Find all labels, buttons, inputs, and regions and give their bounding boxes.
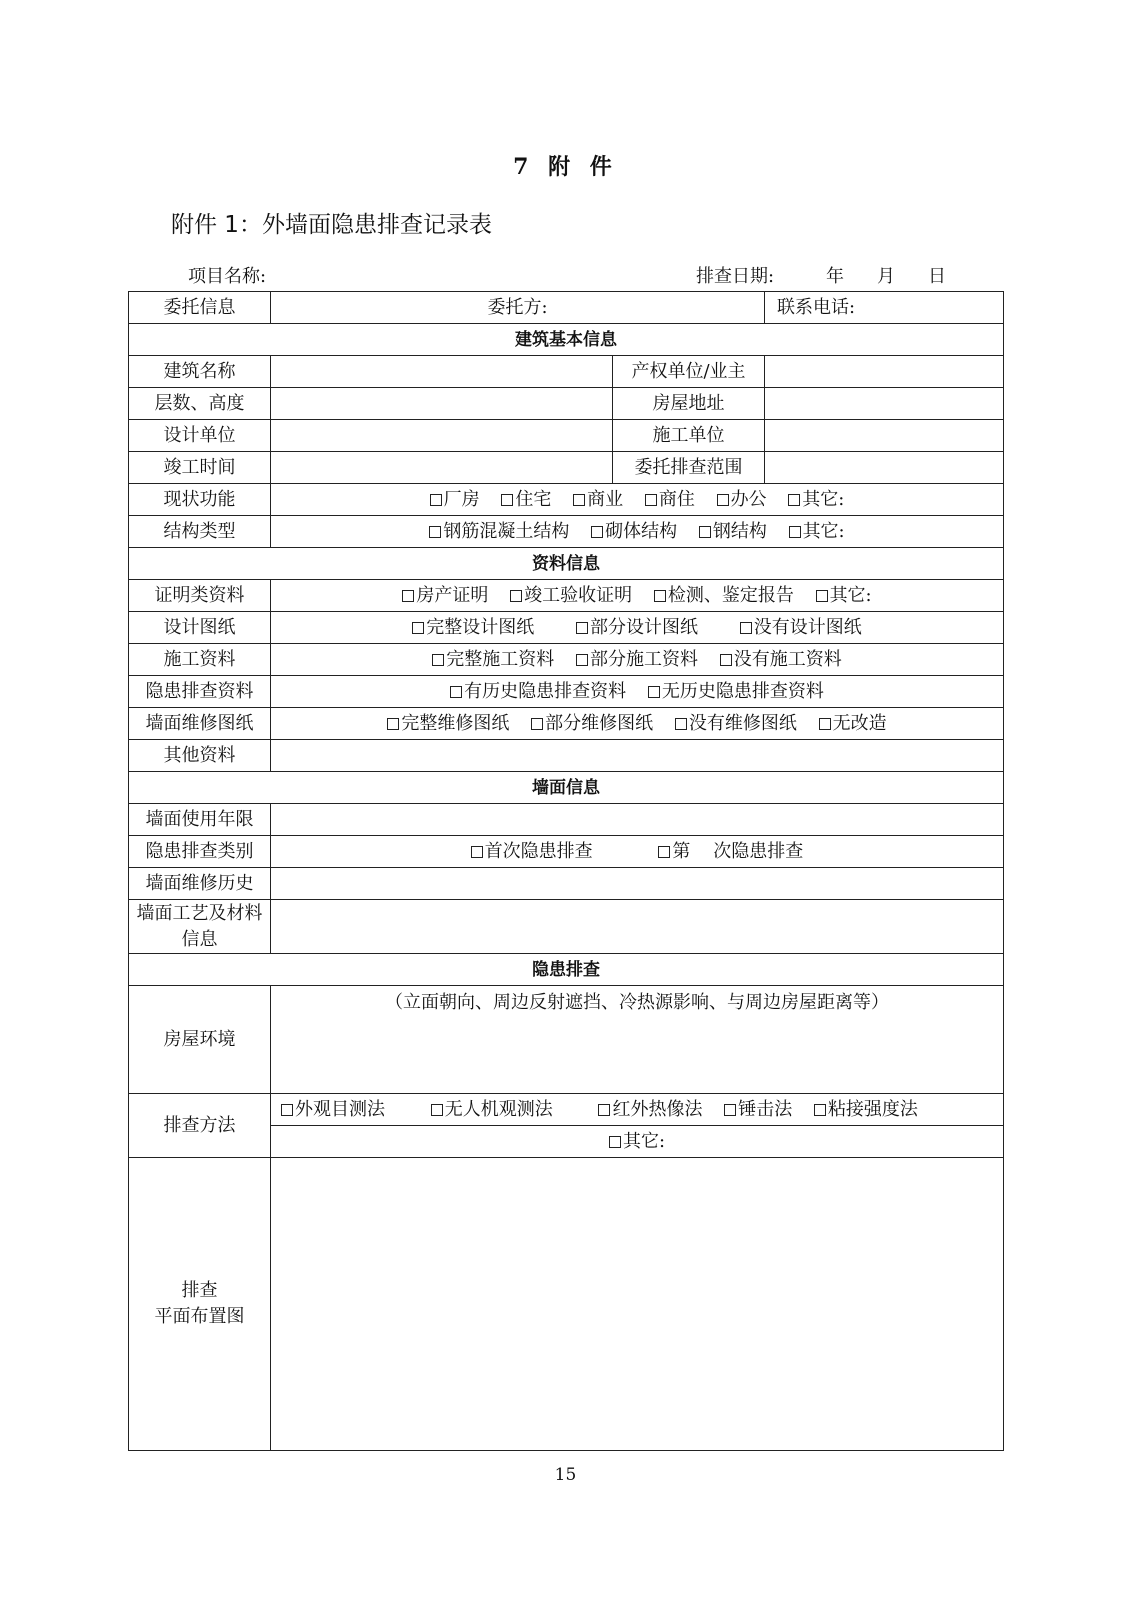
inspection-category-label: 隐患排查类别: [129, 836, 271, 868]
floors-height-label: 层数、高度: [129, 388, 271, 420]
wall-repair-history-field[interactable]: [271, 868, 1004, 900]
checkbox-option[interactable]: 无改造: [819, 713, 887, 735]
checkbox-icon: [402, 590, 414, 602]
method-label: 排查方法: [129, 1094, 271, 1158]
checkbox-option[interactable]: 厂房: [430, 489, 480, 511]
checkbox-icon: [591, 526, 603, 538]
checkbox-option[interactable]: 商住: [645, 489, 695, 511]
structure-label: 结构类型: [129, 516, 271, 548]
plan-layout-area[interactable]: [271, 1158, 1004, 1451]
table-row: [129, 388, 1004, 420]
checkbox-option[interactable]: 外观目测法: [281, 1099, 385, 1121]
construction-unit-label: 施工单位: [613, 420, 765, 452]
checkbox-icon: [431, 1104, 443, 1116]
address-field[interactable]: [765, 388, 1004, 420]
checkbox-icon: [658, 846, 670, 858]
design-unit-field[interactable]: [271, 420, 613, 452]
day-label: 日: [928, 266, 946, 287]
environment-field[interactable]: [271, 986, 1004, 1094]
checkbox-option[interactable]: 商业: [573, 489, 623, 511]
table-row: [129, 1094, 1004, 1126]
hazard-docs-options: [271, 676, 1004, 708]
table-row: [129, 676, 1004, 708]
table-row: [129, 644, 1004, 676]
table-row: [129, 356, 1004, 388]
checkbox-option[interactable]: 没有施工资料: [720, 649, 842, 671]
wall-years-field[interactable]: [271, 804, 1004, 836]
table-row: [129, 804, 1004, 836]
checkbox-option[interactable]: 红外热像法: [598, 1099, 702, 1121]
table-row: [129, 868, 1004, 900]
other-docs-label: 其他资料: [129, 740, 271, 772]
construction-docs-options: [271, 644, 1004, 676]
checkbox-icon: [819, 718, 831, 730]
floors-height-field[interactable]: [271, 388, 613, 420]
checkbox-option[interactable]: 第 次隐患排查: [658, 841, 803, 863]
checkbox-icon: [816, 590, 828, 602]
checkbox-option[interactable]: 房产证明: [402, 585, 488, 607]
checkbox-option[interactable]: 钢结构: [699, 521, 767, 543]
page-number: 15: [554, 1465, 577, 1485]
checkbox-icon: [788, 494, 800, 506]
checkbox-icon: [699, 526, 711, 538]
checkbox-option[interactable]: 完整设计图纸: [412, 617, 534, 639]
checkbox-icon: [740, 622, 752, 634]
month-label: 月: [877, 266, 895, 287]
structure-options: [271, 516, 1004, 548]
method-options: [271, 1094, 1004, 1126]
checkbox-icon: [576, 622, 588, 634]
inspection-record-table: [128, 291, 1004, 1451]
wall-years-label: 墙面使用年限: [129, 804, 271, 836]
checkbox-icon: [501, 494, 513, 506]
wall-info-heading: 墙面信息: [129, 772, 1004, 804]
checkbox-icon: [789, 526, 801, 538]
table-row: [129, 516, 1004, 548]
completion-time-label: 竣工时间: [129, 452, 271, 484]
other-docs-field[interactable]: [271, 740, 1004, 772]
table-row: [129, 900, 1004, 954]
checkbox-option[interactable]: 首次隐患排查: [471, 841, 593, 863]
checkbox-icon: [576, 654, 588, 666]
checkbox-icon: [720, 654, 732, 666]
construction-docs-label: 施工资料: [129, 644, 271, 676]
building-name-label: 建筑名称: [129, 356, 271, 388]
checkbox-icon: [430, 494, 442, 506]
checkbox-icon: [429, 526, 441, 538]
docs-info-heading: 资料信息: [129, 548, 1004, 580]
construction-unit-field[interactable]: [765, 420, 1004, 452]
checkbox-option[interactable]: 住宅: [501, 489, 551, 511]
table-row: [129, 1158, 1004, 1451]
checkbox-option[interactable]: 部分设计图纸: [576, 617, 698, 639]
checkbox-icon: [387, 718, 399, 730]
repair-drawings-options: [271, 708, 1004, 740]
scope-field[interactable]: [765, 452, 1004, 484]
hazard-docs-label: 隐患排查资料: [129, 676, 271, 708]
checkbox-icon: [432, 654, 444, 666]
checkbox-option[interactable]: 有历史隐患排查资料: [450, 681, 626, 703]
checkbox-option[interactable]: 粘接强度法: [814, 1099, 918, 1121]
cert-docs-options: [271, 580, 1004, 612]
environment-note: （立面朝向、周边反射遮挡、冷热源影响、与周边房屋距离等）: [385, 992, 889, 1013]
checkbox-icon: [609, 1136, 621, 1148]
checkbox-icon: [645, 494, 657, 506]
address-label: 房屋地址: [613, 388, 765, 420]
building-info-heading: 建筑基本信息: [129, 324, 1004, 356]
checkbox-icon: [724, 1104, 736, 1116]
year-label: 年: [826, 266, 844, 287]
method-other: [271, 1126, 1004, 1158]
checkbox-icon: [675, 718, 687, 730]
checkbox-icon: [814, 1104, 826, 1116]
cert-docs-label: 证明类资料: [129, 580, 271, 612]
checkbox-icon: [648, 686, 660, 698]
section-title: 7 附 件: [513, 154, 618, 180]
table-row: [129, 836, 1004, 868]
checkbox-option[interactable]: 检测、鉴定报告: [654, 585, 794, 607]
inspection-category-options: [271, 836, 1004, 868]
checkbox-option[interactable]: 钢筋混凝土结构: [429, 521, 569, 543]
building-name-field[interactable]: [271, 356, 613, 388]
function-label: 现状功能: [129, 484, 271, 516]
checkbox-icon: [471, 846, 483, 858]
checkbox-option[interactable]: 其它:: [789, 521, 845, 543]
checkbox-option[interactable]: 部分施工资料: [576, 649, 698, 671]
project-name-label: 项目名称:: [188, 266, 267, 287]
checkbox-icon: [281, 1104, 293, 1116]
checkbox-option[interactable]: 完整维修图纸: [387, 713, 509, 735]
table-row: [129, 452, 1004, 484]
wall-material-field[interactable]: [271, 900, 1004, 954]
checkbox-icon: [573, 494, 585, 506]
function-options: [271, 484, 1004, 516]
completion-time-field[interactable]: [271, 452, 613, 484]
repair-drawings-label: 墙面维修图纸: [129, 708, 271, 740]
form-title: 附件 1：外墙面隐患排查记录表: [171, 212, 492, 238]
checkbox-option[interactable]: 没有设计图纸: [740, 617, 862, 639]
checkbox-icon: [598, 1104, 610, 1116]
table-row: [129, 580, 1004, 612]
table-row: [129, 484, 1004, 516]
checkbox-option[interactable]: 其它:: [609, 1131, 665, 1153]
phone-field[interactable]: 联系电话:: [765, 292, 1004, 324]
owner-field[interactable]: [765, 356, 1004, 388]
commission-label: 委托信息: [129, 292, 271, 324]
design-drawings-label: 设计图纸: [129, 612, 271, 644]
checkbox-option[interactable]: 无历史隐患排查资料: [648, 681, 824, 703]
commission-row: [129, 292, 1004, 324]
inspection-date-label: 排查日期:: [696, 266, 775, 287]
checkbox-option[interactable]: 完整施工资料: [432, 649, 554, 671]
checkbox-icon: [412, 622, 424, 634]
checkbox-option[interactable]: 部分维修图纸: [531, 713, 653, 735]
scope-label: 委托排查范围: [613, 452, 765, 484]
plan-layout-label: 排查 平面布置图: [129, 1158, 271, 1451]
checkbox-icon: [450, 686, 462, 698]
wall-material-label: 墙面工艺及材料信息: [129, 900, 271, 954]
checkbox-icon: [510, 590, 522, 602]
checkbox-option[interactable]: 竣工验收证明: [510, 585, 632, 607]
design-drawings-options: [271, 612, 1004, 644]
environment-label: 房屋环境: [129, 986, 271, 1094]
table-row: [129, 740, 1004, 772]
checkbox-option[interactable]: 其它:: [788, 489, 844, 511]
checkbox-option[interactable]: 没有维修图纸: [675, 713, 797, 735]
table-row: [129, 612, 1004, 644]
checkbox-option[interactable]: 其它:: [816, 585, 872, 607]
checkbox-option[interactable]: 砌体结构: [591, 521, 677, 543]
checkbox-icon: [531, 718, 543, 730]
wall-repair-history-label: 墙面维修历史: [129, 868, 271, 900]
design-unit-label: 设计单位: [129, 420, 271, 452]
checkbox-option[interactable]: 办公: [717, 489, 767, 511]
table-row: [129, 708, 1004, 740]
checkbox-option[interactable]: 锤击法: [724, 1099, 792, 1121]
table-row: [129, 420, 1004, 452]
table-row: [129, 986, 1004, 1094]
checkbox-icon: [717, 494, 729, 506]
checkbox-icon: [654, 590, 666, 602]
checkbox-option[interactable]: 无人机观测法: [431, 1099, 553, 1121]
owner-label: 产权单位/业主: [613, 356, 765, 388]
client-field[interactable]: 委托方:: [271, 292, 765, 324]
hazard-inspection-heading: 隐患排查: [129, 954, 1004, 986]
